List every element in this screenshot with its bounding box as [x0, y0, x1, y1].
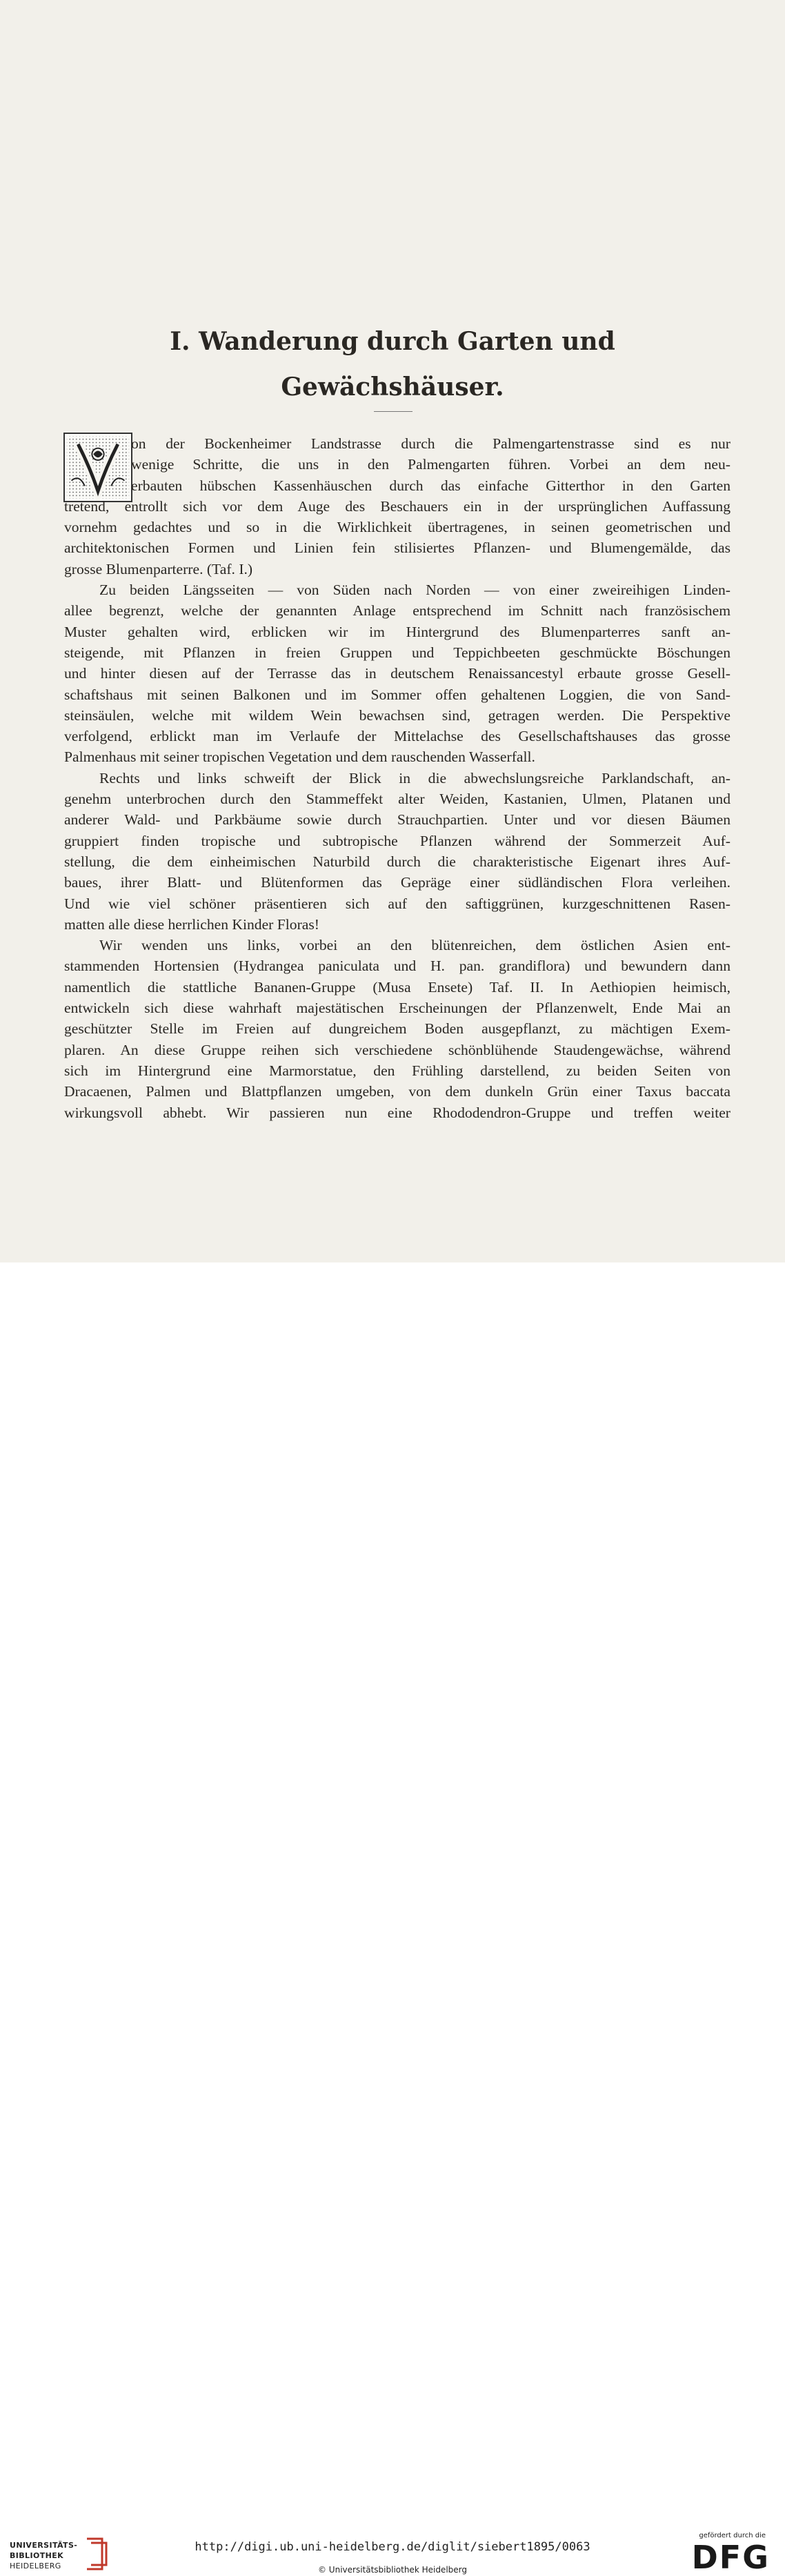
text-line: on der Bockenheimer Landstrasse durch die Palmengartenstrasse sind es nur [131, 435, 731, 452]
text-line: gruppiert finden tropische und subtropische Pflanzen während der Sommerzeit Auf- [64, 832, 731, 849]
text-line: steinsäulen, welche mit wildem Wein bewachsen sind, getragen werden. Die Perspektive [64, 706, 731, 724]
library-name-line-2: BIBLIOTHEK [10, 2551, 64, 2560]
text-line: vornehm gedachtes und so in die Wirklichkeit übertragenes, in seinen geometrischen und [64, 519, 731, 536]
text-line: Und wie viel schöner präsentieren sich auf den saftiggrünen, kurzgeschnittenen Rasen- [64, 895, 731, 912]
permalink-url[interactable]: http://digi.ub.uni-heidelberg.de/diglit/siebert1895/0063 [195, 2540, 590, 2554]
text-line: wenige Schritte, die uns in den Palmengarten führen. Vorbei an dem neu- [131, 456, 731, 473]
text-line: allee begrenzt, welche der genannten Anlage entsprechend im Schnitt nach französischem [64, 602, 731, 620]
text-line: entwickeln sich diese wahrhaft majestätischen Erscheinungen der Pflanzenwelt, Ende Mai an [64, 1000, 731, 1017]
text-line: Zu beiden Längsseiten — von Süden nach Norden — von einer zweireihigen Linden- [99, 582, 731, 599]
chapter-title [0, 319, 785, 410]
text-line: genehm unterbrochen durch den Stammeffekt alter Weiden, Kastanien, Ulmen, Platanen und [64, 791, 731, 808]
body-text [64, 433, 731, 1123]
text-line: geschützter Stelle im Freien auf dungreichem Boden ausgepflanzt, zu mächtigen Exem- [64, 1020, 731, 1038]
title-divider [374, 411, 413, 412]
text-line: matten alle diese herrlichen Kinder Floras! [64, 915, 319, 933]
page-scan [0, 0, 785, 1262]
text-line: sich im Hintergrund eine Marmorstatue, den Frühling darstellend, zu beiden Seiten von [64, 1062, 731, 1079]
chapter-title-line-2: Gewächshäuser. [281, 373, 504, 402]
text-line: architektonischen Formen und Linien fein stilisiertes Pflanzen- und Blumengemälde, das [64, 539, 731, 557]
text-line: und hinter diesen auf der Terrasse das in deutschem Renaissancestyl erbaute grosse Gesell- [64, 665, 731, 682]
text-line: Rechts und links schweift der Blick in die abwechslungsreiche Parklandschaft, an- [99, 769, 731, 786]
text-line: plaren. An diese Gruppe reihen sich verschiedene schönblühende Staudengewächse, während [64, 1041, 731, 1058]
text-line: Palmenhaus mit seiner tropischen Vegetation und dem rauschenden Wasserfall. [64, 749, 535, 766]
text-line: erbauten hübschen Kassenhäuschen durch das einfache Gitterthor in den Garten [131, 477, 731, 494]
text-line: Wir wenden uns links, vorbei an den blütenreichen, dem östlichen Asien ent- [99, 937, 731, 954]
text-line: tretend, entrollt sich vor dem Auge des Beschauers ein in der ursprünglichen Auffassung [64, 497, 731, 515]
copyright-notice: © Universitätsbibliothek Heidelberg [317, 2565, 467, 2575]
funding-note: gefördert durch die [699, 2532, 766, 2539]
text-line: grosse Blumenparterre. (Taf. I.) [64, 560, 253, 577]
text-line: stellung, die dem einheimischen Naturbild durch die charakteristische Eigenart ihres Auf- [64, 853, 731, 870]
text-line: steigende, mit Pflanzen in freien Gruppen und Teppichbeeten geschmückte Böschungen [64, 644, 731, 661]
text-line: namentlich die stattliche Bananen-Gruppe (Musa Ensete) Taf. II. In Aethiopien heimisch, [64, 978, 731, 995]
text-line: schaftshaus mit seinen Balkonen und im Sommer offen gehaltenen Loggien, die von Sand- [64, 686, 731, 703]
text-line: stammenden Hortensien (Hydrangea paniculata und H. pan. grandiflora) und bewundern dann [64, 958, 731, 975]
dfg-logo: DFG [691, 2539, 770, 2576]
library-name-line-1: UNIVERSITÄTS- [10, 2541, 78, 2550]
library-name-line-3: HEIDELBERG [10, 2562, 61, 2570]
text-line: anderer Wald- und Parkbäume sowie durch Strauchpartien. Unter und vor diesen Bäumen [64, 811, 731, 829]
chapter-title-line-1: I. Wanderung durch Garten und [170, 327, 615, 356]
text-line: wirkungsvoll abhebt. Wir passieren nun eine Rhododendron-Gruppe und treffen weiter [64, 1104, 731, 1121]
text-line: baues, ihrer Blatt- und Blütenformen das Gepräge einer südländischen Flora verleihen. [64, 874, 731, 891]
text-line: Dracaenen, Palmen und Blattpflanzen umgeben, von dem dunkeln Grün einer Taxus baccata [64, 1083, 731, 1100]
page-footer [0, 1262, 785, 2576]
text-line: Muster gehalten wird, erblicken wir im Hintergrund des Blumenparterres sanft an- [64, 623, 731, 640]
text-line: verfolgend, erblickt man im Verlaufe der Mittelachse des Gesellschaftshauses das grosse [64, 728, 731, 745]
